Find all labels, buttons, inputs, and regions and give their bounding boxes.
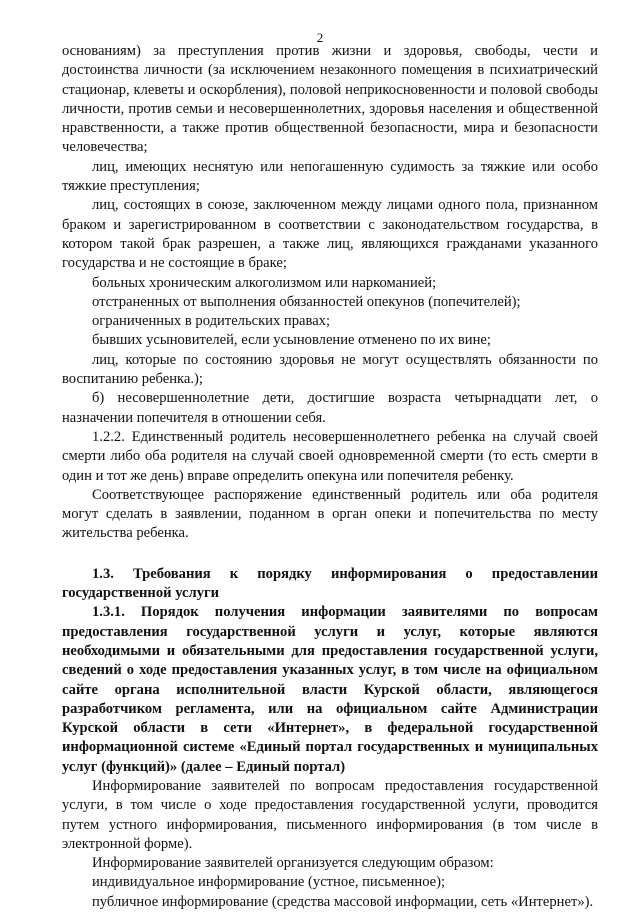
paragraph-1-2-2: 1.2.2. Единственный родитель несовершеннолетнего ребенка на случай своей смерти либо оба родителя на случай своей одновременной смерти (то есть смерти в один и тот же день) вправе определить опекуна или попечителя ребенку.: [62, 428, 598, 484]
paragraph-parent-order: Соответствующее распоряжение единственный родитель или оба родителя могут сделать в заявлении, поданном в орган опеки и попечительства по месту жительства ребенка.: [62, 486, 598, 542]
paragraph-same-sex-union: лиц, состоящих в союзе, заключенном между лицами одного пола, признанном браком и зарегистрированном в соответствии с законодательством государства, в котором такой брак разрешен, а также лиц, являющихся гражданами указанного государства и не состоящие в браке;: [62, 197, 598, 272]
paragraph-conviction: лиц, имеющих неснятую или непогашенную судимость за тяжкие или особо тяжкие преступления;: [62, 158, 598, 195]
section-gap: [62, 544, 598, 565]
page-number: 2: [316, 30, 324, 45]
paragraph-public-informing: публичное информирование (средства массовой информации, сеть «Интернет»).: [92, 893, 594, 910]
paragraph-health-reasons: лиц, которые по состоянию здоровья не могут осуществлять обязанности по воспитанию ребенка.);: [62, 351, 598, 388]
paragraph-restricted-rights: ограниченных в родительских правах;: [92, 313, 331, 330]
paragraph-removed-guardians: отстраненных от выполнения обязанностей опекунов (попечителей);: [92, 293, 521, 310]
paragraph-informing-organization: Информирование заявителей организуется следующим образом:: [92, 855, 494, 872]
section-heading-1-3: 1.3. Требования к порядку информирования о предоставлении государственной услуги: [62, 565, 598, 602]
paragraph-informing-methods: Информирование заявителей по вопросам предоставления государственной услуги, в том числе о ходе предоставления государственной услуги, проводится путем устного информирования, письменного информирования (в том числе в электронной форме).: [62, 777, 598, 852]
paragraph-minors-fourteen: б) несовершеннолетние дети, достигшие возраста четырнадцати лет, о назначении попечителя в отношении себя.: [62, 390, 598, 426]
paragraph-individual-informing: индивидуальное информирование (устное, письменное);: [92, 874, 446, 891]
paragraph-former-adopters: бывших усыновителей, если усыновление отменено по их вине;: [92, 332, 491, 349]
document-body: [62, 42, 598, 912]
paragraph-offender-categories: основаниям) за преступления против жизни и здоровья, свободы, чести и достоинства личности (за исключением незаконного помещения в психиатрический стационар, клеветы и оскорбления), половой неприкосновенности и половой свободы личности, против семьи и несовершеннолетних, здоровья населения и общественной нравственности, а также против общественной безопасности, мира и безопасности человечества;: [62, 43, 598, 156]
subsection-heading-1-3-1: 1.3.1. Порядок получения информации заявителями по вопросам предоставления государственной услуги и услуг, которые являются необходимыми и обязательными для предоставления государственной услуги, сведений о ходе предоставления указанных услуг, в том числе на официальном сайте органа исполнительной власти Курской области, являющегося разработчиком регламента, или на официальном сайте Администрации Курской области в сети «Интернет», в федеральной государственной информационной системе «Единый портал государственных и муниципальных услуг (функций)» (далее – Единый портал): [62, 604, 598, 775]
paragraph-alcoholism: больных хроническим алкоголизмом или наркоманией;: [92, 274, 437, 291]
